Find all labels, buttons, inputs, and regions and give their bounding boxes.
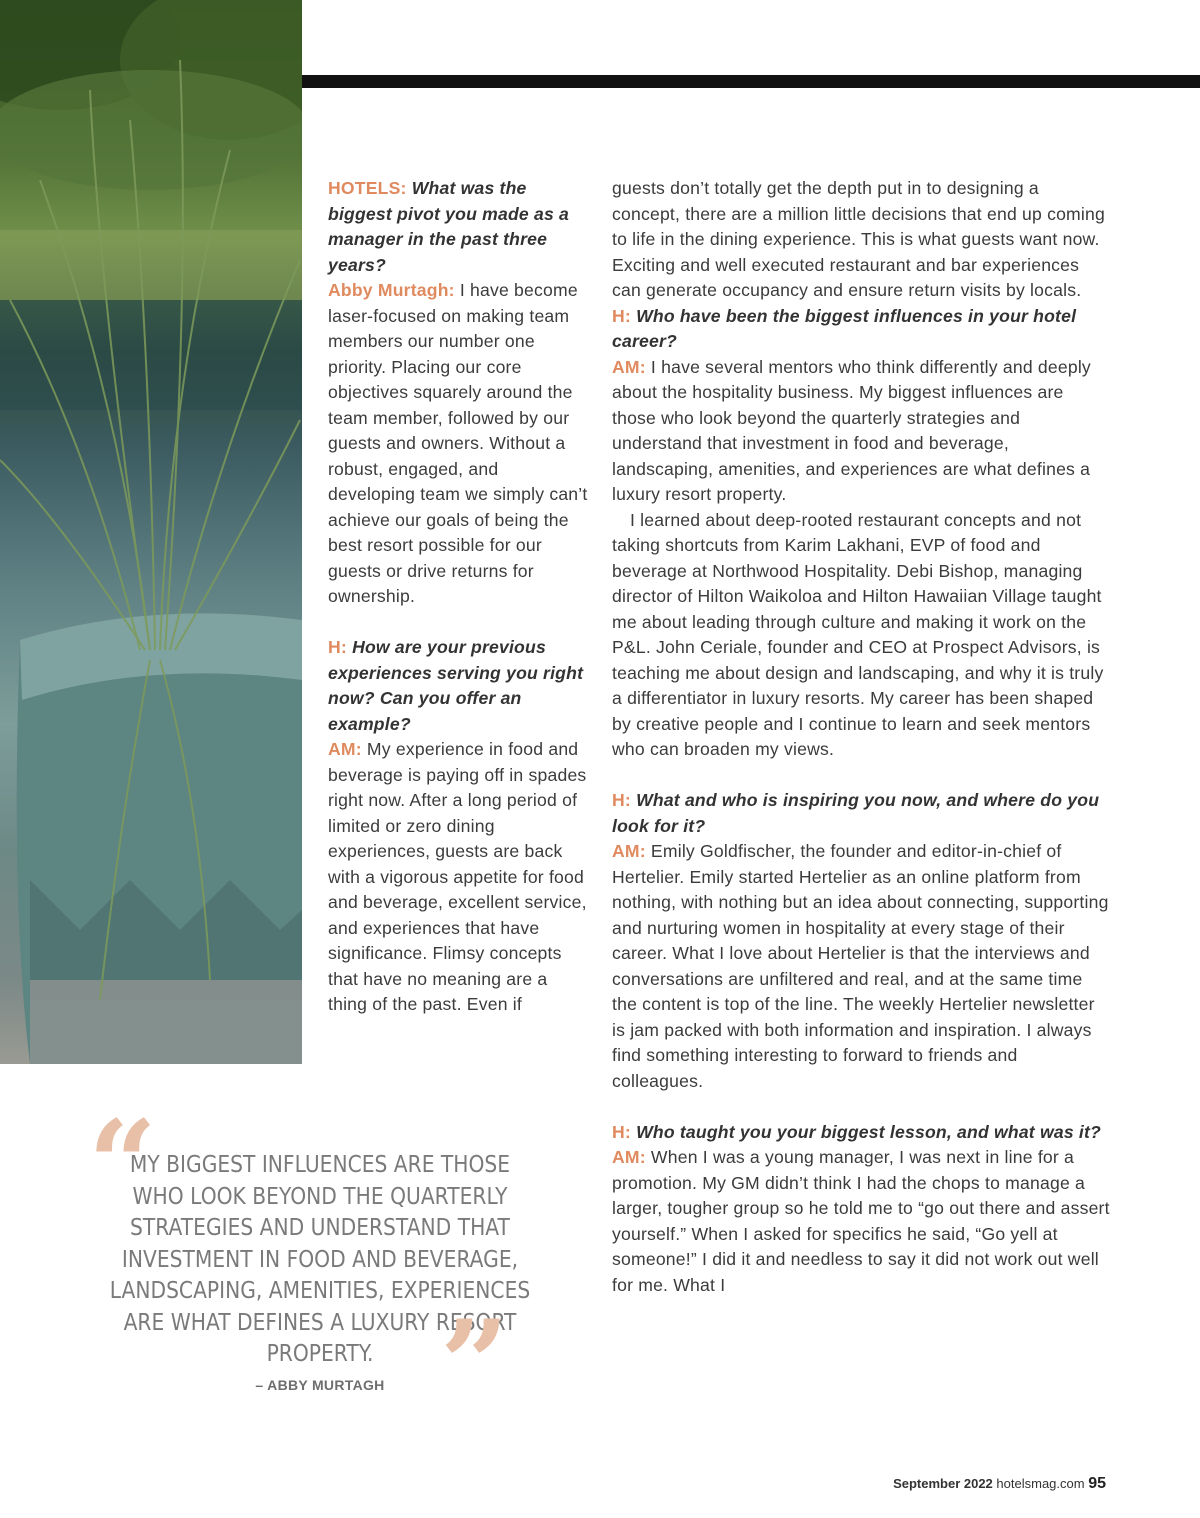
site-link[interactable]: hotelsmag.com: [996, 1476, 1085, 1491]
question-text: What and who is inspiring you now, and where do you look for it?: [612, 790, 1100, 836]
planter-illustration: [0, 0, 302, 1064]
answer-tag: AM:: [612, 841, 646, 861]
paragraph-gap: [612, 763, 1112, 789]
paragraph-gap: [328, 610, 590, 636]
continued-paragraph: guests don’t totally get the depth put in to designing a concept, there are a million little decisions that end up coming to life in the dining experience. This is what guests want now. Exciting and well executed restaurant and bar experiences can generate occupancy and ensure return visits by locals.: [612, 178, 1105, 300]
question-tag: H:: [612, 305, 631, 326]
question-tag: H:: [612, 790, 631, 810]
pull-quote-attribution: – ABBY MURTAGH: [255, 1377, 385, 1393]
open-quote-mark: “: [88, 1094, 158, 1235]
issue-date: September 2022: [893, 1476, 993, 1491]
question-5: [612, 1120, 1112, 1146]
pull-quote: MY BIGGEST INFLUENCES ARE THOSE WHO LOOK BEYOND THE QUARTERLY STRATEGIES AND UNDERSTAND THAT INVESTMENT IN FOOD AND BEVERAGE, LANDSCAPING, AMENITIES, EXPERIENCES ARE WHAT DEFINES A LUXURY RESORT PROPERTY.: [109, 1152, 531, 1367]
question-2: [328, 635, 590, 737]
answer-tag: Abby Murtagh:: [328, 280, 455, 300]
planter-photo: [0, 0, 302, 1064]
answer-tag: AM:: [612, 1147, 646, 1167]
question-text: Who taught you your biggest lesson, and what was it?: [636, 1121, 1101, 1142]
answer-tag: AM:: [328, 739, 362, 759]
question-tag: HOTELS:: [328, 178, 407, 198]
answer-4: [612, 839, 1112, 1094]
left-column: [328, 176, 590, 1018]
question-text: Who have been the biggest influences in your hotel career?: [612, 305, 1077, 351]
answer-text: I have become laser-focused on making team members our number one priority. Placing our core objectives squarely around the team member, followed by our guests and owners. Without a robust, engaged, and developing team we simply can’t achieve our goals of being the best resort possible for our guests or drive returns for ownership.: [328, 280, 588, 606]
answer-2: [328, 737, 590, 1018]
answer-5: [612, 1145, 1112, 1298]
answer-text: I have several mentors who think differently and deeply about the hospitality business. My biggest influences are those who look beyond the quarterly strategies and understand that investment in food and beverage, landscaping, amenities, and experiences are what defines a luxury resort property.: [612, 356, 1091, 504]
answer-3: [612, 355, 1112, 508]
answer-text: Emily Goldfischer, the founder and editor-in-chief of Hertelier. Emily started Hertelier as an online platform from nothing, with nothing but an idea about connecting, supporting and nurturing women in hospitality at every stage of their career. What I love about Hertelier is that the interviews and conversations are unfiltered and real, and at the same time the content is top of the line. The weekly Hertelier newsletter is jam packed with both information and inspiration. I always find something interesting to forward to friends and colleagues.: [612, 841, 1109, 1091]
answer-text: When I was a young manager, I was next in line for a promotion. My GM didn’t think I had the chops to manage a larger, tougher group so he told me to “go out there and assert yourself.” When I asked for specifics he said, “Go yell at someone!” I did it and needless to say it did not work out well for me. What I: [612, 1147, 1110, 1295]
question-1: [328, 176, 590, 278]
answer-1: [328, 278, 590, 610]
question-tag: H:: [612, 1121, 631, 1142]
right-column: [612, 176, 1112, 1298]
question-tag: H:: [328, 637, 347, 657]
page-footer: [893, 1475, 1106, 1493]
answer-3-continued: I learned about deep-rooted restaurant concepts and not taking shortcuts from Karim Lakhani, EVP of food and beverage at Northwood Hospitality. Debi Bishop, managing director of Hilton Waikoloa and Hilton Hawaiian Village taught me about leading through culture and making it work on the P&L. John Ceriale, founder and CEO at Prospect Advisors, is teaching me about design and landscaping, and why it is truly a differentiator in luxury resorts. My career has been shaped by creative people and I continue to learn and seek mentors who can broaden my views.: [612, 509, 1104, 759]
paragraph-gap: [612, 1094, 1112, 1120]
question-text: What was the biggest pivot you made as a manager in the past three years?: [328, 178, 570, 275]
answer-tag: AM:: [612, 356, 646, 377]
question-3: [612, 304, 1112, 355]
top-rule: [302, 75, 1200, 88]
question-4: [612, 788, 1112, 839]
question-text: How are your previous experiences serving you right now? Can you offer an example?: [328, 637, 584, 734]
page-number: 95: [1088, 1475, 1106, 1492]
close-quote-mark: ”: [440, 1294, 510, 1435]
answer-text: My experience in food and beverage is paying off in spades right now. After a long period of limited or zero dining experiences, guests are back with a vigorous appetite for food and beverage, excellent service, and experiences that have significance. Flimsy concepts that have no meaning are a thing of the past. Even if: [328, 739, 587, 1014]
